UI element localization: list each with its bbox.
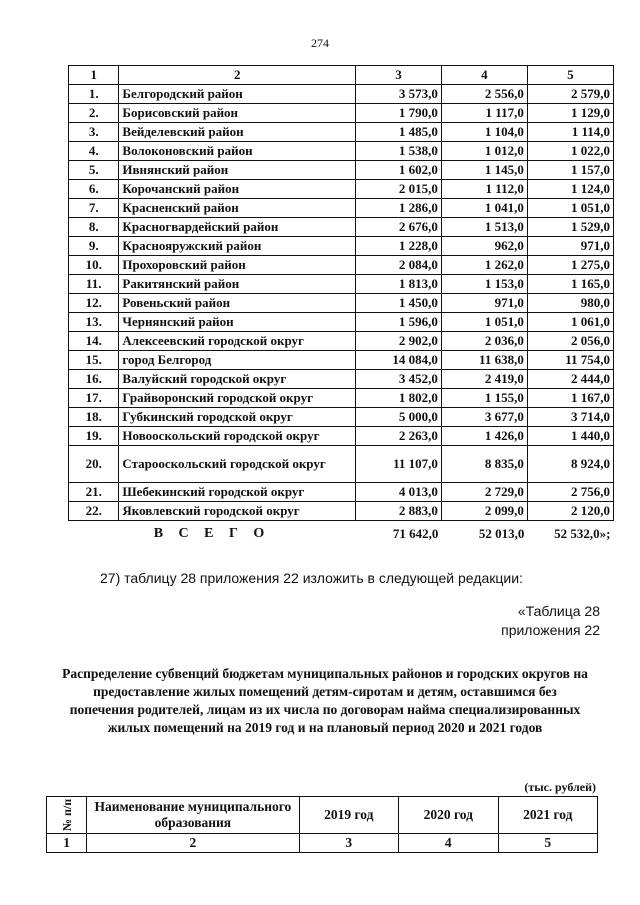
row-name: Волоконовский район: [119, 142, 356, 161]
total-value: 52 532,0»;: [554, 526, 611, 541]
header-cell: 3: [355, 66, 441, 85]
row-value-2020: 971,0: [441, 294, 527, 313]
table-index-row: [47, 834, 598, 853]
table-row: [69, 85, 614, 104]
table-row: [69, 237, 614, 256]
table-row: [69, 104, 614, 123]
row-value-2021: 1 157,0: [527, 161, 613, 180]
row-name: Яковлевский городской округ: [119, 502, 356, 521]
row-value-2021: 2 756,0: [527, 483, 613, 502]
row-number: 13.: [69, 313, 119, 332]
row-number: 4.: [69, 142, 119, 161]
row-value-2019: 3 452,0: [355, 370, 441, 389]
row-number: 12.: [69, 294, 119, 313]
row-name: Новооскольский городской округ: [119, 427, 356, 446]
row-value-2020: 1 426,0: [441, 427, 527, 446]
row-value-2020: 1 051,0: [441, 313, 527, 332]
table-row: [69, 427, 614, 446]
row-name: Алексеевский городской округ: [119, 332, 356, 351]
row-value-2019: 1 485,0: [355, 123, 441, 142]
row-name: Корочанский район: [119, 180, 356, 199]
row-value-2019: 2 883,0: [355, 502, 441, 521]
row-number: 9.: [69, 237, 119, 256]
row-value-2020: 1 155,0: [441, 389, 527, 408]
row-value-2020: 8 835,0: [441, 446, 527, 483]
row-value-2021: 8 924,0: [527, 446, 613, 483]
table-reference: [501, 602, 600, 640]
row-value-2019: 1 450,0: [355, 294, 441, 313]
row-name: Грайворонский городской округ: [119, 389, 356, 408]
row-name: Старооскольский городской округ: [119, 446, 356, 483]
row-value-2021: 1 440,0: [527, 427, 613, 446]
row-value-2020: 3 677,0: [441, 408, 527, 427]
row-value-2021: 2 120,0: [527, 502, 613, 521]
table-row: [69, 483, 614, 502]
header-cell: 5: [527, 66, 613, 85]
row-value-2019: 2 676,0: [355, 218, 441, 237]
header-cell-2020: 2020 год: [399, 797, 498, 834]
row-value-2021: 2 056,0: [527, 332, 613, 351]
page-number: 274: [311, 36, 329, 50]
table-reference-line: «Таблица 28: [517, 603, 600, 619]
row-number: 2.: [69, 104, 119, 123]
row-value-2019: 11 107,0: [355, 446, 441, 483]
row-value-2021: 1 167,0: [527, 389, 613, 408]
row-value-2019: 2 084,0: [355, 256, 441, 275]
row-number: 22.: [69, 502, 119, 521]
row-name: Красногвардейский район: [119, 218, 356, 237]
row-name: Ракитянский район: [119, 275, 356, 294]
row-number: 16.: [69, 370, 119, 389]
row-value-2019: 1 802,0: [355, 389, 441, 408]
row-value-2021: 1 165,0: [527, 275, 613, 294]
total-row: [69, 521, 614, 548]
row-value-2021: 1 114,0: [527, 123, 613, 142]
header-cell: 4: [441, 66, 527, 85]
total-value: 71 642,0: [392, 526, 439, 541]
row-name: Шебекинский городской округ: [119, 483, 356, 502]
row-value-2021: 1 529,0: [527, 218, 613, 237]
row-value-2019: 3 573,0: [355, 85, 441, 104]
row-number: 15.: [69, 351, 119, 370]
row-value-2020: 2 556,0: [441, 85, 527, 104]
index-cell: 4: [399, 834, 498, 853]
row-value-2020: 1 104,0: [441, 123, 527, 142]
table-reference-line: приложения 22: [501, 622, 600, 638]
row-number: 6.: [69, 180, 119, 199]
row-name: Чернянский район: [119, 313, 356, 332]
table-title: Распределение субвенций бюджетам муниципальных районов и городских округов на предоставление жилых помещений детям-сиротам и детям, оставшимся без попечения родителей, лицам из их числа по договорам найма специализированных жилых помещений на 2019 год и на плановый период 2020 и 2021 годов: [62, 666, 588, 735]
row-value-2019: 1 602,0: [355, 161, 441, 180]
row-number: 5.: [69, 161, 119, 180]
table-row: [69, 313, 614, 332]
header-cell-number: [47, 797, 87, 834]
header-cell: 2: [119, 66, 356, 85]
row-value-2019: 4 013,0: [355, 483, 441, 502]
table-row: [69, 351, 614, 370]
row-number: 19.: [69, 427, 119, 446]
table-row: [69, 199, 614, 218]
index-cell: 1: [47, 834, 87, 853]
header-cell-name: Наименование муниципального образования: [87, 797, 299, 834]
table-row: [69, 332, 614, 351]
header-cell: 1: [69, 66, 119, 85]
row-value-2020: 1 153,0: [441, 275, 527, 294]
row-value-2021: 3 714,0: [527, 408, 613, 427]
row-value-2020: 2 036,0: [441, 332, 527, 351]
row-value-2019: 1 596,0: [355, 313, 441, 332]
row-name: Красненский район: [119, 199, 356, 218]
row-number: 20.: [69, 446, 119, 483]
units-label: (тыс. рублей): [524, 780, 596, 794]
row-name: Борисовский район: [119, 104, 356, 123]
table-row: [69, 256, 614, 275]
table-row: [69, 389, 614, 408]
header-cell-2019: 2019 год: [299, 797, 398, 834]
row-name: Ивнянский район: [119, 161, 356, 180]
row-number: 18.: [69, 408, 119, 427]
row-number: 10.: [69, 256, 119, 275]
table-row: [69, 161, 614, 180]
row-value-2019: 14 084,0: [355, 351, 441, 370]
table-row: [69, 370, 614, 389]
row-number: 21.: [69, 483, 119, 502]
subvention-table-new: [46, 796, 598, 853]
row-value-2019: 1 286,0: [355, 199, 441, 218]
table-header-row: [47, 797, 598, 834]
row-value-2019: 1 790,0: [355, 104, 441, 123]
row-value-2021: 1 022,0: [527, 142, 613, 161]
row-value-2019: 1 538,0: [355, 142, 441, 161]
row-value-2021: 1 051,0: [527, 199, 613, 218]
index-cell: 5: [498, 834, 598, 853]
row-value-2020: 11 638,0: [441, 351, 527, 370]
row-name: Губкинский городской округ: [119, 408, 356, 427]
index-cell: 2: [87, 834, 299, 853]
row-value-2020: 1 117,0: [441, 104, 527, 123]
total-label: В С Е Г О: [153, 526, 271, 541]
row-name: Валуйский городской округ: [119, 370, 356, 389]
index-cell: 3: [299, 834, 398, 853]
row-name: Вейделевский район: [119, 123, 356, 142]
table-row: [69, 408, 614, 427]
amendment-paragraph: 27) таблицу 28 приложения 22 изложить в следующей редакции:: [100, 570, 523, 586]
row-value-2021: 1 275,0: [527, 256, 613, 275]
header-number-label: № п/п: [59, 798, 74, 832]
table-row: [69, 275, 614, 294]
table-row: [69, 142, 614, 161]
row-number: 14.: [69, 332, 119, 351]
row-name: Краснояружский район: [119, 237, 356, 256]
row-value-2021: 2 579,0: [527, 85, 613, 104]
row-value-2019: 2 263,0: [355, 427, 441, 446]
table-row: [69, 294, 614, 313]
row-value-2020: 962,0: [441, 237, 527, 256]
table-row: [69, 180, 614, 199]
row-value-2020: 2 419,0: [441, 370, 527, 389]
row-number: 11.: [69, 275, 119, 294]
row-value-2021: 1 124,0: [527, 180, 613, 199]
row-value-2021: 1 129,0: [527, 104, 613, 123]
row-value-2021: 1 061,0: [527, 313, 613, 332]
row-value-2019: 1 228,0: [355, 237, 441, 256]
row-number: 7.: [69, 199, 119, 218]
row-number: 1.: [69, 85, 119, 104]
row-number: 8.: [69, 218, 119, 237]
table-row: [69, 502, 614, 521]
row-value-2020: 1 012,0: [441, 142, 527, 161]
row-value-2019: 2 902,0: [355, 332, 441, 351]
row-value-2020: 1 262,0: [441, 256, 527, 275]
table-row: [69, 123, 614, 142]
row-value-2020: 2 099,0: [441, 502, 527, 521]
row-number: 17.: [69, 389, 119, 408]
row-value-2021: 2 444,0: [527, 370, 613, 389]
row-value-2020: 1 041,0: [441, 199, 527, 218]
table-row: [69, 446, 614, 483]
row-name: город Белгород: [119, 351, 356, 370]
row-value-2020: 2 729,0: [441, 483, 527, 502]
row-name: Прохоровский район: [119, 256, 356, 275]
row-value-2020: 1 513,0: [441, 218, 527, 237]
header-cell-2021: 2021 год: [498, 797, 598, 834]
row-value-2019: 1 813,0: [355, 275, 441, 294]
row-value-2021: 980,0: [527, 294, 613, 313]
table-row: [69, 218, 614, 237]
row-value-2019: 5 000,0: [355, 408, 441, 427]
row-value-2019: 2 015,0: [355, 180, 441, 199]
row-name: Ровеньский район: [119, 294, 356, 313]
subvention-table-continued: [68, 65, 614, 547]
row-value-2021: 11 754,0: [527, 351, 613, 370]
table-index-row: [69, 66, 614, 85]
total-value: 52 013,0: [478, 526, 525, 541]
row-value-2020: 1 145,0: [441, 161, 527, 180]
row-name: Белгородский район: [119, 85, 356, 104]
row-value-2021: 971,0: [527, 237, 613, 256]
row-number: 3.: [69, 123, 119, 142]
row-value-2020: 1 112,0: [441, 180, 527, 199]
